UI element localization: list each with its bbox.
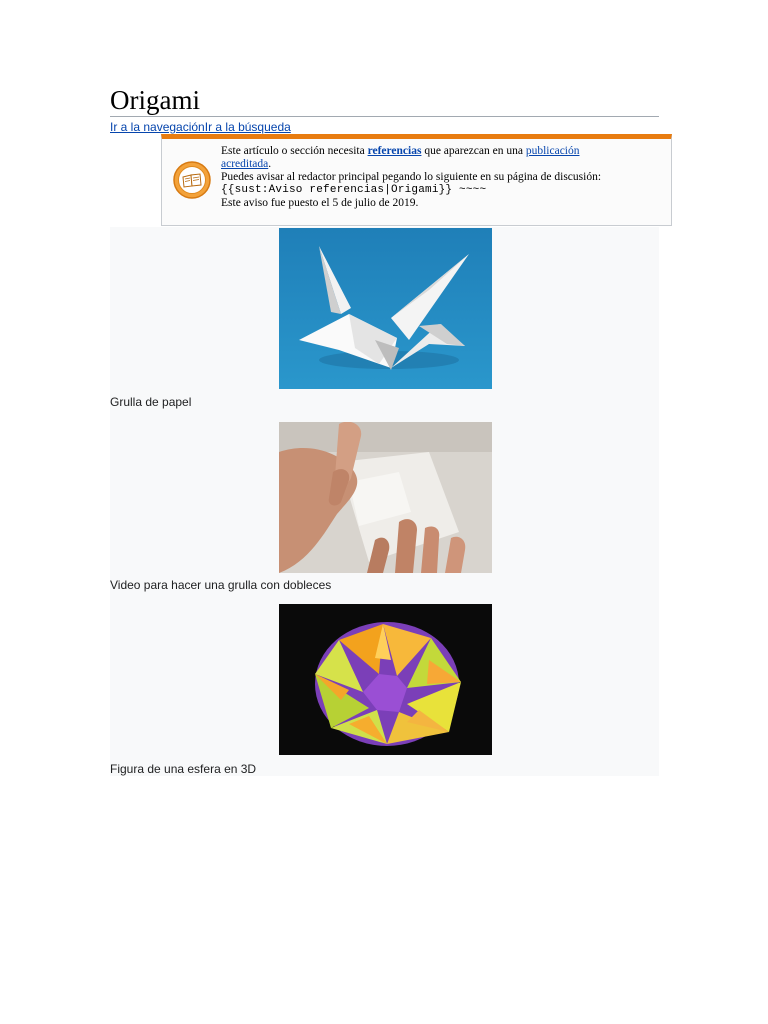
notice-text bbox=[221, 145, 641, 210]
notice-line-2: Puedes avisar al redactor principal pegando lo siguiente en su página de discusión: bbox=[221, 171, 602, 183]
skip-to-navigation-link[interactable]: Ir a la navegación bbox=[110, 120, 205, 134]
page-title: Origami bbox=[110, 85, 200, 115]
notice-template-code: {{sust:Aviso referencias|Origami}} ~~~~ bbox=[221, 184, 487, 196]
paper-crane-photo[interactable] bbox=[279, 228, 492, 389]
references-notice-box bbox=[161, 134, 672, 226]
referencias-link[interactable]: referencias bbox=[367, 145, 422, 157]
folding-hands-video-still[interactable] bbox=[279, 422, 492, 573]
title-divider bbox=[110, 116, 659, 117]
notice-line-1 bbox=[221, 145, 641, 158]
publicacion-acreditada-link[interactable]: publicación bbox=[525, 145, 580, 157]
notice-text-part: . bbox=[268, 158, 272, 170]
figure-caption-crane: Grulla de papel bbox=[110, 395, 192, 409]
origami-3d-sphere-photo[interactable] bbox=[279, 604, 492, 755]
skip-links bbox=[110, 120, 291, 135]
figure-caption-sphere: Figura de una esfera en 3D bbox=[110, 762, 257, 776]
notice-line-1b bbox=[221, 158, 641, 171]
notice-text-part: Este artículo o sección necesita bbox=[221, 145, 368, 157]
publicacion-acreditada-link-cont[interactable]: acreditada bbox=[221, 158, 269, 170]
skip-to-search-link[interactable]: Ir a la búsqueda bbox=[204, 120, 291, 134]
notice-text-part: que aparezcan en una bbox=[421, 145, 526, 157]
notice-date: Este aviso fue puesto el 5 de julio de 2019. bbox=[221, 197, 419, 209]
figure-caption-video: Video para hacer una grulla con dobleces bbox=[110, 578, 332, 592]
book-icon bbox=[172, 160, 212, 200]
